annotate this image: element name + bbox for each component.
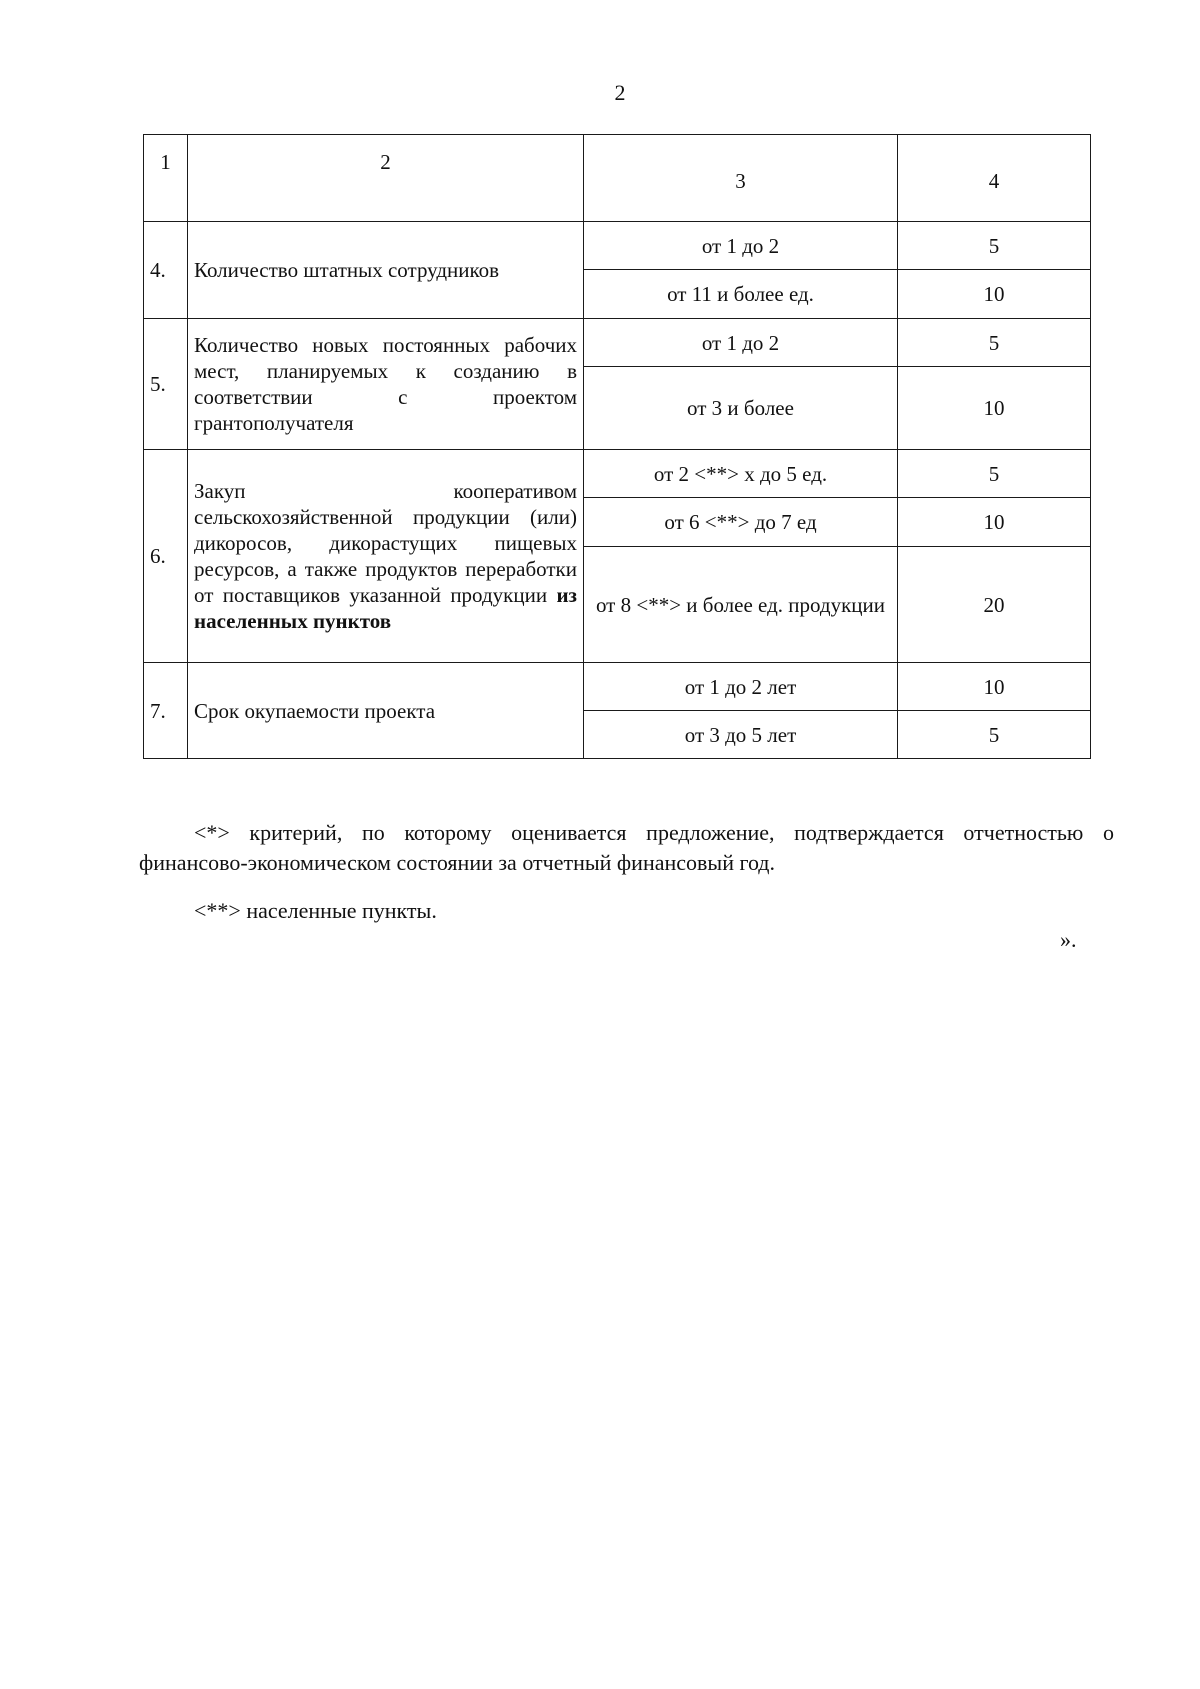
criterion-score: 10: [898, 270, 1091, 319]
closing-quote-mark: ».: [1060, 927, 1077, 952]
criterion-range: от 11 и более ед.: [584, 270, 898, 319]
criterion-score: 10: [898, 367, 1091, 450]
criterion-score: 5: [898, 450, 1091, 498]
row-number: 5.: [144, 319, 188, 450]
criterion-score: 10: [898, 663, 1091, 711]
table-row: [144, 663, 1091, 711]
criterion-name: [188, 450, 584, 663]
criterion-range: от 1 до 2 лет: [584, 663, 898, 711]
criterion-range: от 8 <**> и более ед. продукции: [584, 547, 898, 663]
criterion-range: от 3 до 5 лет: [584, 711, 898, 759]
criterion-name-bold: из населенных пунктов: [194, 583, 577, 633]
criterion-score: 20: [898, 547, 1091, 663]
criterion-name: Срок окупаемости проекта: [188, 663, 584, 759]
page-number: 2: [614, 80, 626, 105]
criterion-score: 5: [898, 222, 1091, 270]
criterion-range: от 1 до 2: [584, 222, 898, 270]
table-row: [144, 450, 1091, 498]
criterion-score: 5: [898, 319, 1091, 367]
header-cell-2: 2: [188, 135, 584, 222]
row-number: 6.: [144, 450, 188, 663]
table-row: [144, 319, 1091, 367]
row-number: 4.: [144, 222, 188, 319]
criterion-name: Количество новых постоянных рабочих мест, планируемых к созданию в соответствии с проектом грантополучателя: [188, 319, 584, 450]
criterion-range: от 2 <**> х до 5 ед.: [584, 450, 898, 498]
criteria-table: [143, 134, 1091, 759]
criterion-score: 5: [898, 711, 1091, 759]
header-cell-3: 3: [584, 135, 898, 222]
header-cell-4: 4: [898, 135, 1091, 222]
footnote-2: <**> населенные пункты.: [194, 898, 437, 923]
criterion-name-text: Закуп кооперативом сельскохозяйственной продукции (или) дикоросов, дикорастущих пищевых ресурсов, а также продуктов переработки от поставщиков указанной продукции: [194, 479, 577, 607]
criterion-range: от 6 <**> до 7 ед: [584, 498, 898, 547]
row-number: 7.: [144, 663, 188, 759]
header-cell-1: 1: [144, 135, 188, 222]
criterion-range: от 1 до 2: [584, 319, 898, 367]
table-row: [144, 222, 1091, 270]
table-header-row: [144, 135, 1091, 222]
footnote-1: <*> критерий, по которому оценивается предложение, подтверждается отчетностью о финансово-экономическом состоянии за отчетный финансовый год.: [139, 820, 1114, 875]
criterion-name: Количество штатных сотрудников: [188, 222, 584, 319]
criterion-range: от 3 и более: [584, 367, 898, 450]
criterion-score: 10: [898, 498, 1091, 547]
